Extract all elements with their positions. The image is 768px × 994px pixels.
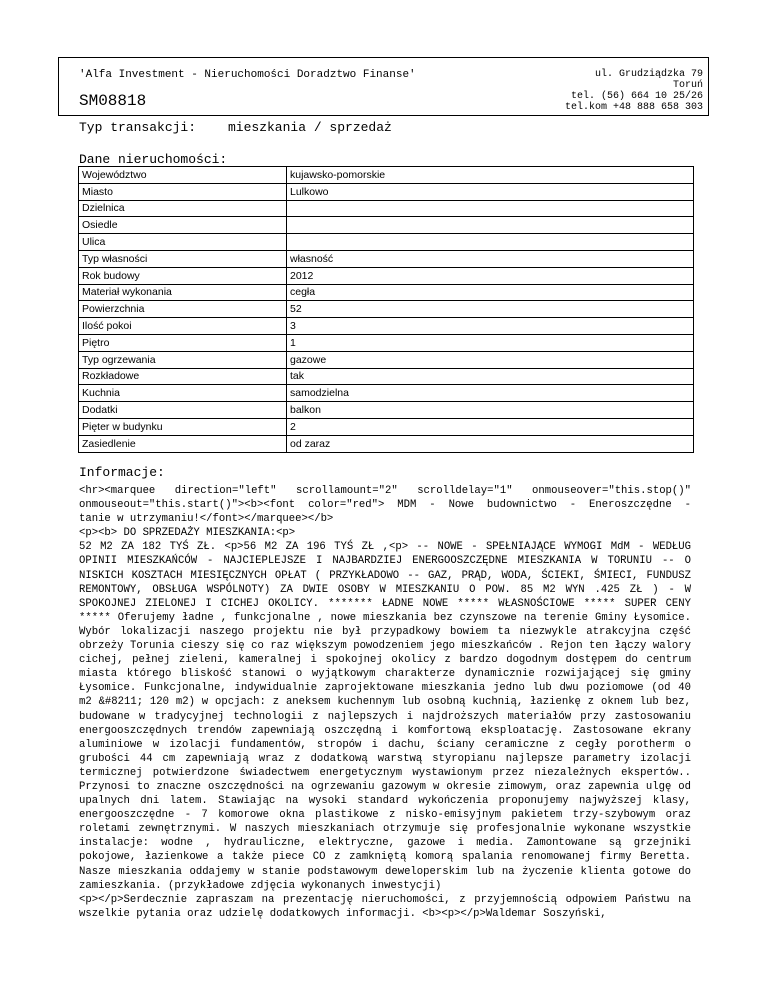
info-line: tanie w utrzymaniu!</font></marquee></b> <box>79 513 334 526</box>
property-value: tak <box>287 368 694 385</box>
property-key: Województwo <box>79 167 287 184</box>
property-key: Dzielnica <box>79 200 287 217</box>
address-phone: tel. (56) 664 10 25/26 <box>570 91 703 102</box>
property-value: 52 <box>287 301 694 318</box>
property-value: kujawsko-pomorskie <box>287 167 694 184</box>
property-row <box>79 234 694 251</box>
property-key: Typ własności <box>79 250 287 267</box>
address-street: ul. Grudziądzka 79 <box>594 69 703 80</box>
property-key: Miasto <box>79 183 287 200</box>
transaction-row <box>79 120 392 135</box>
property-row <box>79 200 694 217</box>
property-row <box>79 167 694 184</box>
property-value: samodzielna <box>287 385 694 402</box>
address-mobile: tel.kom +48 888 658 303 <box>564 102 703 113</box>
property-row <box>79 418 694 435</box>
property-value: 1 <box>287 334 694 351</box>
property-key: Piętro <box>79 334 287 351</box>
property-row <box>79 402 694 419</box>
property-value: 3 <box>287 318 694 335</box>
info-line: onmouseout="this.start()"><b><font color="red"> MDM - Nowe budownictwo - Eneroszczędne - <box>79 499 691 512</box>
property-key: Pięter w budynku <box>79 418 287 435</box>
property-value: 2012 <box>287 267 694 284</box>
property-value: gazowe <box>287 351 694 368</box>
property-key: Materiał wykonania <box>79 284 287 301</box>
property-key: Zasiedlenie <box>79 435 287 452</box>
info-section-title: Informacje: <box>79 465 165 480</box>
property-value: balkon <box>287 402 694 419</box>
property-row <box>79 301 694 318</box>
property-row <box>79 250 694 267</box>
property-key: Dodatki <box>79 402 287 419</box>
property-key: Ulica <box>79 234 287 251</box>
property-row <box>79 368 694 385</box>
property-key: Rozkładowe <box>79 368 287 385</box>
info-paragraph: <p></p>Serdecznie zapraszam na prezentację nieruchomości, z przyjemnością odpowiem Państwu na wszelkie pytania oraz udzielę dodatkowych informacji. <b><p></p>Waldemar Soszyński, <box>79 893 691 920</box>
info-line: <hr><marquee direction="left" scrollamount="2" scrolldelay="1" onmouseover="this.stop()" <box>79 485 691 497</box>
property-key: Rok budowy <box>79 267 287 284</box>
property-value: cegła <box>287 284 694 301</box>
property-row <box>79 334 694 351</box>
property-row <box>79 435 694 452</box>
property-key: Powierzchnia <box>79 301 287 318</box>
info-text <box>79 484 691 921</box>
property-row <box>79 284 694 301</box>
property-value <box>287 217 694 234</box>
property-row <box>79 183 694 200</box>
property-key: Osiedle <box>79 217 287 234</box>
transaction-label: Typ transakcji: <box>79 120 197 135</box>
property-value <box>287 200 694 217</box>
property-row <box>79 267 694 284</box>
agency-name: 'Alfa Investment - Nieruchomości Doradztwo Finanse' <box>79 69 416 81</box>
property-row <box>79 351 694 368</box>
property-value: własność <box>287 250 694 267</box>
property-section-title: Dane nieruchomości: <box>79 152 228 167</box>
property-value <box>287 234 694 251</box>
address-city: Toruń <box>672 80 703 91</box>
agency-address <box>443 69 703 113</box>
listing-ref: SM08818 <box>79 92 147 110</box>
property-key: Typ ogrzewania <box>79 351 287 368</box>
property-value: Lulkowo <box>287 183 694 200</box>
property-row <box>79 385 694 402</box>
property-table <box>78 166 694 453</box>
property-row <box>79 318 694 335</box>
property-value: 2 <box>287 418 694 435</box>
info-paragraph: 52 M2 ZA 182 TYŚ ZŁ. <p>56 M2 ZA 196 TYŚ ZŁ ,<p> -- NOWE - SPEŁNIAJĄCE WYMOGI MdM - WEDŁUG OPINII MIESZKAŃCÓW - NAJCIEPLEJSZE I NAJBARDZIEJ ENERGOOSZCZĘDNE MIESZKANIA W TORUNIU -- O NISKICH KOSZTACH MIESIĘCZNYCH OPŁAT ( PRZYKŁADOWO -- GAZ, PRĄD, WODA, ŚCIEKI, ŚMIECI, FUNDUSZ REMONTOWY, OBSŁUGA WSPÓLNOTY) ZA DWIE OSOBY W MIESZKANIU O POW. 85 M2 WYN .425 ZŁ ) - W SPOKOJNEJ ZIELONEJ I CICHEJ OKOLICY. ******* ŁADNE NOWE ***** WŁASNOŚCIOWE ***** SUPER CENY ***** Oferujemy ładne , funkcjonalne , nowe mieszkania bez czynszowe na terenie Gminy Łysomice. Wybór lokalizacji naszego projektu nie był przypadkowy bowiem ta niezwykle atrakcyjna część obrzeży Torunia cieszy się co raz większym powodzeniem jego mieszkańców . Rejon ten łączy walory cichej, pełnej zieleni, kameralnej i spokojnej okolicy z bardzo dogodnym dostępem do centrum miasta którego bliskość stanowi o wyjątkowym charakterze dynamicznie rozwijającej się gminy Łysomice. Funkcjonalne, indywidualnie zaprojektowane mieszkania jedno lub dwu poziomowe (od 40 m2 &#8211; 120 m2) w opcjach: z aneksem kuchennym lub osobną kuchnią, łazienkę z oknem lub bez, budowane w tradycyjnej technologii z najlepszych i najdroższych materiałów przy zastosowaniu energooszczędnych trendów zapewniają oszczędną i komfortową eksploatację. Zastosowane ekrany aluminiowe w izolacji fundamentów, stropów i dachu, ściany ceramiczne z cegły porotherm o grubości 44 cm zapewniają wraz z dodatkową warstwą styropianu najlepsze parametry izolacji termicznej potwierdzone świadectwem energetycznym wystawionym przez niezależnych ekspertów.. Przynosi to znaczne oszczędności na ogrzewaniu gazowym w okresie zimowym, oraz zapewnia ulgę od upalnych dni latem. Stawiając na wysoki standard wykończenia proponujemy najwyższej klasy, energooszczędne - 7 komorowe okna plastikowe z nisko-emisyjnym pakietem trzy-szybowym oraz roletami zewnętrznymi. W naszych mieszkaniach otrzymuje się profesjonalnie wykonane wszystkie instalacje: wodne , hydrauliczne, elektryczne, gazowe i media. Zamontowane są grzejniki pokojowe, łazienkowe a także piece CO z zamkniętą komorą spalania renomowanej firmy Beretta. Nasze mieszkania oddajemy w stanie podstawowym deweloperskim lub na życzenie klienta gotowe do zamieszkania. (przykładowe zdjęcia wykonanych inwestycji) <box>79 541 691 892</box>
property-row <box>79 217 694 234</box>
property-key: Kuchnia <box>79 385 287 402</box>
transaction-value: mieszkania / sprzedaż <box>228 120 392 135</box>
property-value: od zaraz <box>287 435 694 452</box>
info-line: <p><b> DO SPRZEDAŻY MIESZKANIA:<p> <box>79 527 296 540</box>
property-key: Ilość pokoi <box>79 318 287 335</box>
